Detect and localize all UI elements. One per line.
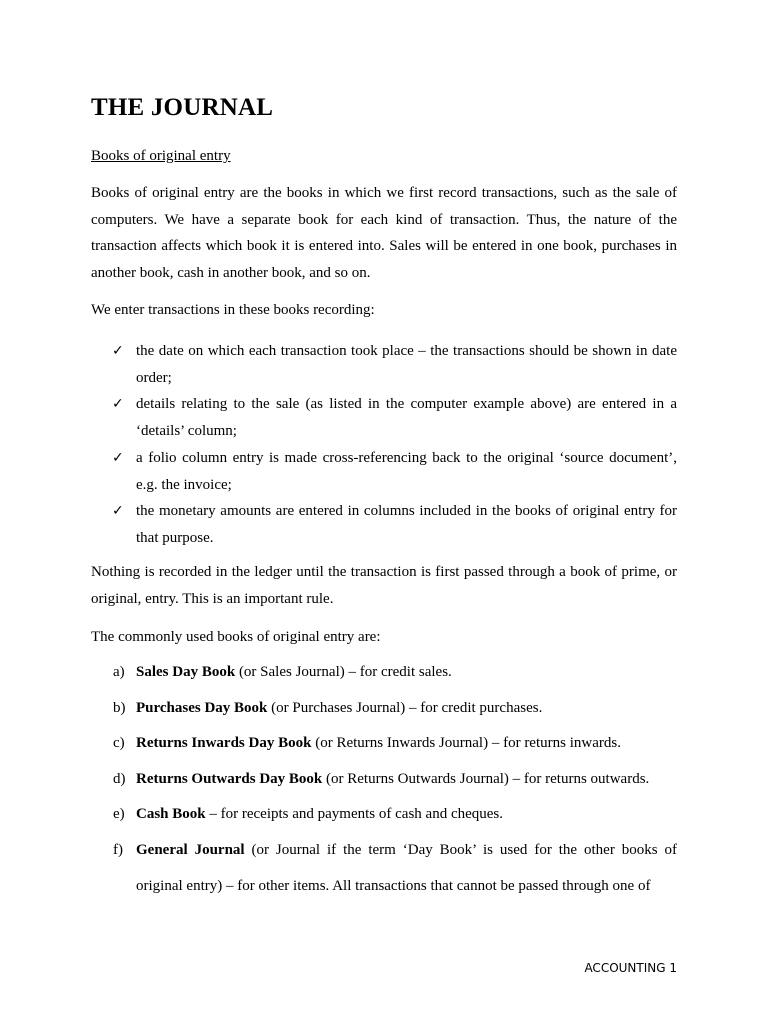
section-subheading: Books of original entry [91,148,231,164]
book-description: (or Journal if the term ‘Day Book’ is used for the other books of original entry) – for other items. All transactions that cannot be passed through one of [136,841,677,894]
book-item [91,769,677,789]
book-name: General Journal [136,841,245,858]
books-list [91,662,677,920]
book-item [91,698,677,718]
book-name: Purchases Day Book [136,699,268,716]
book-item [91,733,677,753]
books-intro-paragraph: The commonly used books of original entry are: [91,629,381,645]
checklist-item-text: the date on which each transaction took place – the transactions should be shown in date order; [136,343,677,386]
book-item-letter: f) [113,841,123,858]
book-description: (or Returns Outwards Journal) – for returns outwards. [322,770,650,787]
checklist-item-text: details relating to the sale (as listed in the computer example above) are entered in a ‘details’ column; [136,396,677,440]
book-item [91,662,677,682]
recording-intro-paragraph: We enter transactions in these books recording: [91,302,375,318]
book-description: (or Sales Journal) – for credit sales. [235,664,452,680]
book-item-letter: c) [113,735,125,752]
book-name: Returns Outwards Day Book [136,770,323,787]
book-description: (or Returns Inwards Journal) – for returns inwards. [311,735,621,752]
checklist-item [91,338,677,391]
checklist-item [91,498,677,551]
checklist-item-text: a folio column entry is made cross-referencing back to the original ‘source document’, e.g. the invoice; [136,449,677,493]
checkmark-icon: ✓ [112,449,124,466]
book-item [91,804,677,824]
book-item-letter: d) [113,770,126,787]
book-item-letter: e) [113,806,125,823]
checkmark-icon: ✓ [112,343,124,359]
recording-checklist [91,338,677,552]
page-title: THE JOURNAL [91,94,274,121]
book-description: (or Purchases Journal) – for credit purchases. [267,699,543,716]
checkmark-icon: ✓ [112,396,124,413]
book-item-letter: a) [113,664,125,680]
checklist-item [91,445,677,498]
book-description: – for receipts and payments of cash and cheques. [205,806,504,823]
checklist-item [91,391,677,444]
book-name: Sales Day Book [136,664,236,680]
checklist-item-text: the monetary amounts are entered in columns included in the books of original entry for that purpose. [136,503,677,546]
book-name: Returns Inwards Day Book [136,735,312,752]
ledger-rule-paragraph: Nothing is recorded in the ledger until the transaction is first passed through a book of prime, or original, entry. This is an important rule. [91,564,677,607]
intro-paragraph: Books of original entry are the books in which we first record transactions, such as the sale of computers. We have a separate book for each kind of transaction. Thus, the nature of the transaction affects which book it is entered into. Sales will be entered in one book, purchases in another book, cash in another book, and so on. [91,185,677,282]
book-item-letter: b) [113,699,126,716]
checkmark-icon: ✓ [112,503,124,520]
book-name: Cash Book [136,806,206,823]
page-footer: ACCOUNTING 1 [584,961,677,975]
book-item [91,832,677,904]
